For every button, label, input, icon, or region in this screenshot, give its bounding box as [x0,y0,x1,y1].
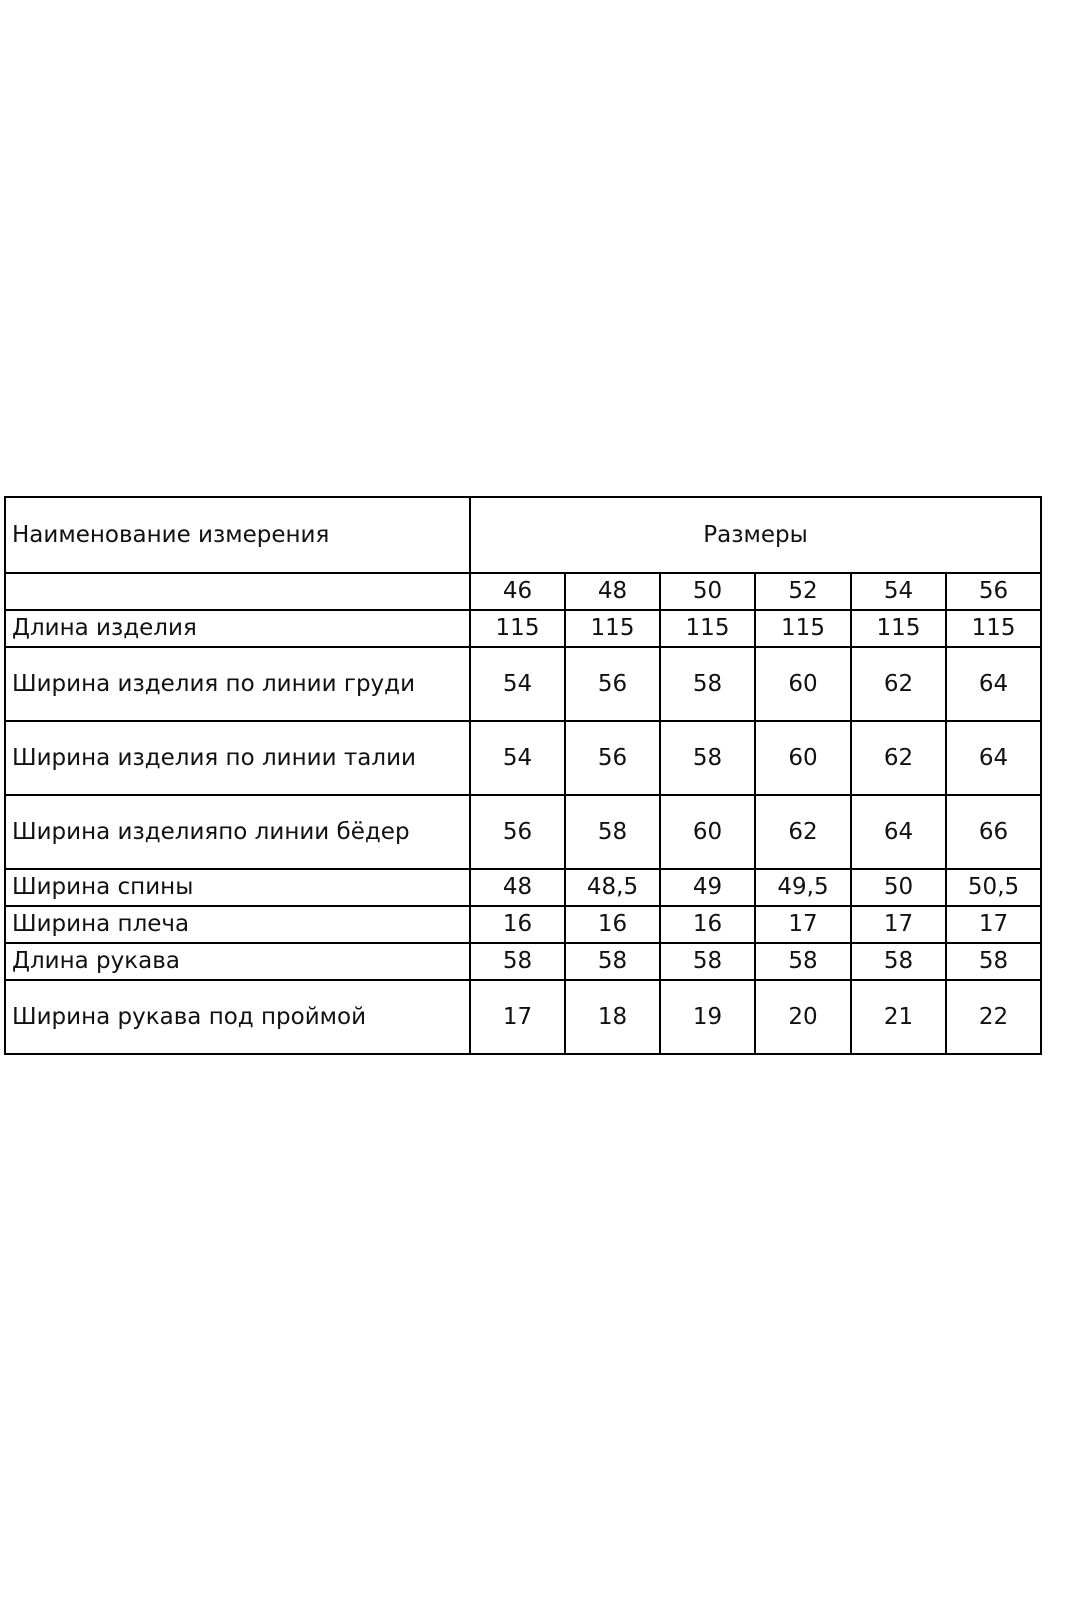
value-cell: 62 [755,795,851,869]
value-cell: 115 [660,610,755,647]
value-cell: 66 [946,795,1041,869]
sizes-header: Размеры [470,497,1041,573]
table-row [5,869,1041,906]
value-cell: 58 [660,943,755,980]
value-cell: 50,5 [946,869,1041,906]
value-cell: 58 [660,647,755,721]
value-cell: 62 [851,721,946,795]
value-cell: 62 [851,647,946,721]
size-cell: 48 [565,573,660,610]
value-cell: 54 [470,721,565,795]
empty-cell [5,573,470,610]
size-cell: 52 [755,573,851,610]
value-cell: 58 [565,943,660,980]
table-row [5,610,1041,647]
value-cell: 64 [851,795,946,869]
value-cell: 17 [946,906,1041,943]
value-cell: 17 [755,906,851,943]
value-cell: 58 [851,943,946,980]
value-cell: 19 [660,980,755,1054]
value-cell: 58 [470,943,565,980]
table-row [5,980,1041,1054]
value-cell: 56 [565,647,660,721]
value-cell: 50 [851,869,946,906]
value-cell: 48 [470,869,565,906]
table-row [5,795,1041,869]
value-cell: 17 [851,906,946,943]
value-cell: 22 [946,980,1041,1054]
value-cell: 58 [660,721,755,795]
size-cell: 56 [946,573,1041,610]
table-header-row [5,497,1041,573]
value-cell: 54 [470,647,565,721]
row-label: Ширина изделия по линии талии [5,721,470,795]
value-cell: 60 [755,647,851,721]
value-cell: 17 [470,980,565,1054]
table-row [5,647,1041,721]
row-label: Ширина изделия по линии груди [5,647,470,721]
row-label: Ширина спины [5,869,470,906]
value-cell: 49 [660,869,755,906]
value-cell: 115 [565,610,660,647]
row-label: Ширина плеча [5,906,470,943]
value-cell: 20 [755,980,851,1054]
size-cell: 46 [470,573,565,610]
value-cell: 18 [565,980,660,1054]
value-cell: 64 [946,647,1041,721]
value-cell: 56 [565,721,660,795]
value-cell: 48,5 [565,869,660,906]
row-label: Ширина рукава под проймой [5,980,470,1054]
measurement-name-header: Наименование измерения [5,497,470,573]
row-label: Ширина изделияпо линии бёдер [5,795,470,869]
value-cell: 16 [470,906,565,943]
sizes-row [5,573,1041,610]
value-cell: 16 [565,906,660,943]
value-cell: 115 [946,610,1041,647]
value-cell: 49,5 [755,869,851,906]
size-chart-table [4,496,1042,1055]
value-cell: 64 [946,721,1041,795]
size-cell: 50 [660,573,755,610]
value-cell: 58 [565,795,660,869]
value-cell: 115 [851,610,946,647]
value-cell: 60 [660,795,755,869]
value-cell: 58 [946,943,1041,980]
value-cell: 115 [755,610,851,647]
table-row [5,943,1041,980]
value-cell: 58 [755,943,851,980]
value-cell: 21 [851,980,946,1054]
table-row [5,906,1041,943]
table-row [5,721,1041,795]
row-label: Длина рукава [5,943,470,980]
size-cell: 54 [851,573,946,610]
value-cell: 115 [470,610,565,647]
value-cell: 16 [660,906,755,943]
value-cell: 60 [755,721,851,795]
row-label: Длина изделия [5,610,470,647]
value-cell: 56 [470,795,565,869]
